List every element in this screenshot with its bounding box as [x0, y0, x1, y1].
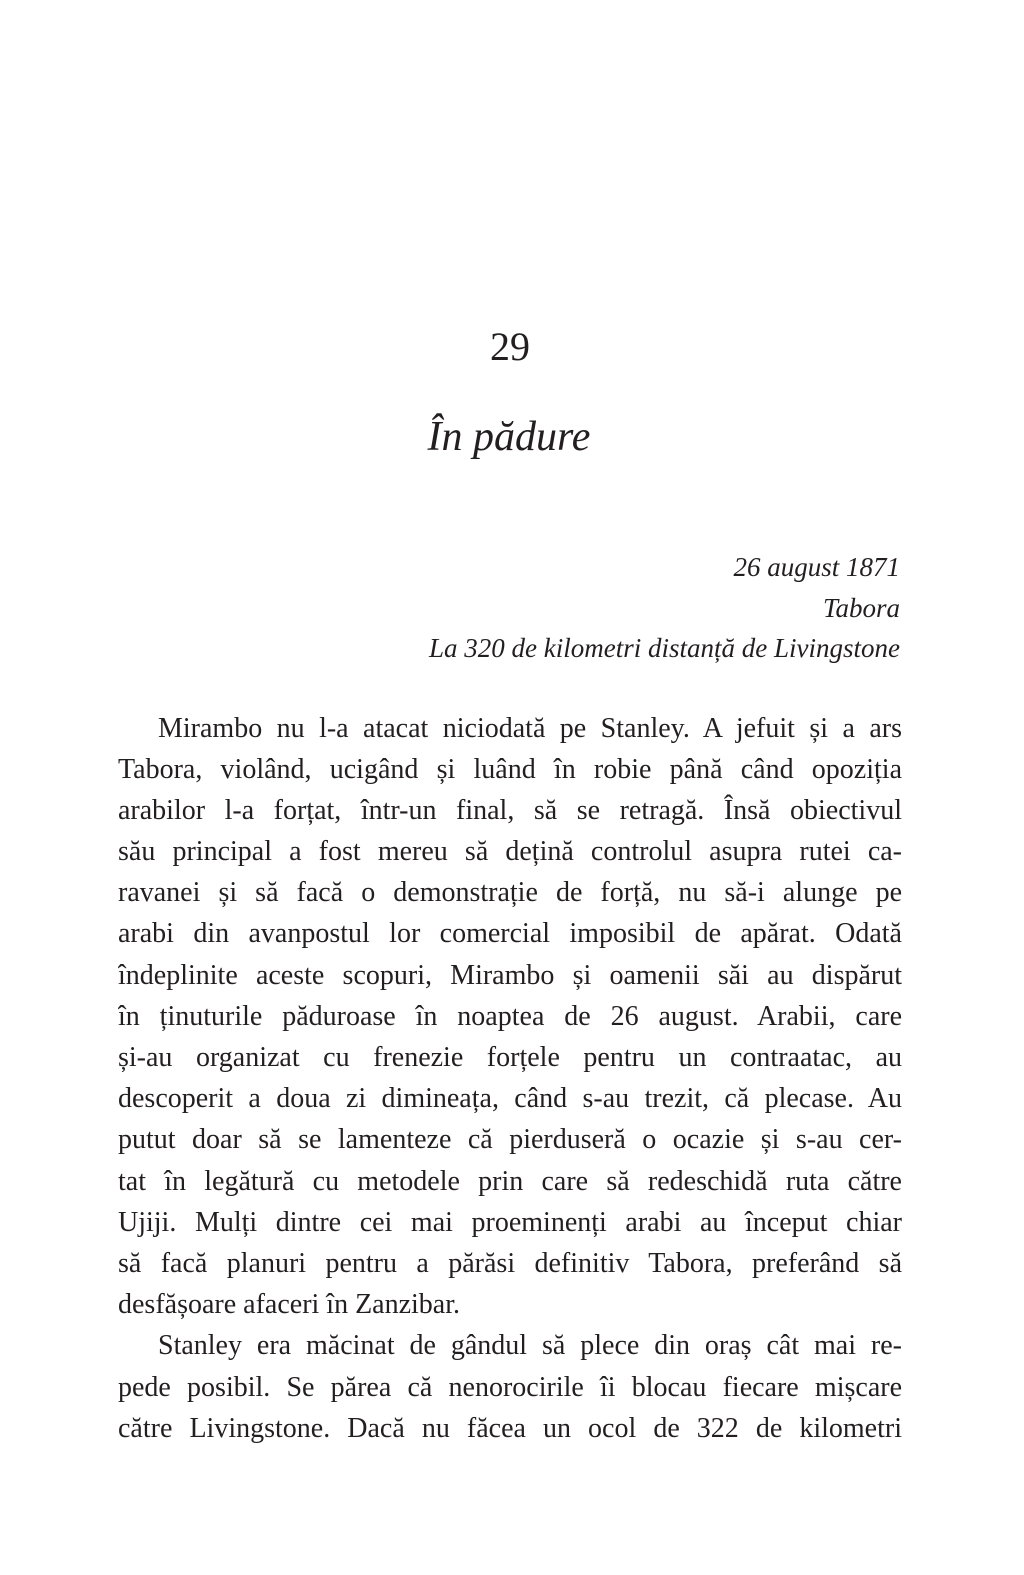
dateline: [200, 547, 900, 669]
body-line: arabi din avanpostul lor comercial imposibil de apărat. Odată: [118, 918, 902, 950]
body-line: putut doar să se lamenteze că pierduseră o ocazie și s-au cer-: [118, 1124, 902, 1156]
body-line: pede posibil. Se părea că nenorocirile îi blocau fiecare mișcare: [118, 1371, 902, 1403]
body-line: în ținuturile păduroase în noaptea de 26 august. Arabii, care: [118, 1000, 902, 1032]
paragraph: [118, 708, 902, 1326]
body-line: desfășoare afaceri în Zanzibar.: [118, 1289, 461, 1321]
body-line: arabilor l-a forțat, într-un final, să se retragă. Însă obiectivul: [118, 794, 902, 826]
body-line: tat în legătură cu metodele prin care să redeschidă ruta către: [118, 1165, 902, 1197]
body-line: Ujiji. Mulți dintre cei mai proeminenți arabi au început chiar: [118, 1206, 902, 1238]
dateline-place: Tabora: [822, 592, 900, 623]
body-line: său principal a fost mereu să dețină controlul asupra rutei ca-: [118, 836, 902, 868]
body-line: Mirambo nu l-a atacat niciodată pe Stanley. A jefuit și a ars: [158, 712, 902, 744]
body-line: Stanley era măcinat de gândul să plece din oraș cât mai re-: [158, 1330, 902, 1362]
paragraph: [118, 1325, 902, 1449]
chapter-number: 29: [490, 324, 530, 369]
body-text: [118, 708, 902, 1449]
chapter-title: În pădure: [427, 414, 591, 460]
body-line: să facă planuri pentru a părăsi definitiv Tabora, preferând să: [118, 1247, 902, 1279]
dateline-date: 26 august 1871: [733, 552, 900, 582]
body-line: și-au organizat cu frenezie forțele pentru un contraatac, au: [118, 1042, 902, 1073]
body-line: Tabora, violând, ucigând și luând în robie până când opoziția: [118, 753, 902, 785]
body-line: ravanei și să facă o demonstrație de forță, nu să-i alunge pe: [118, 877, 902, 909]
body-line: descoperit a doua zi dimineața, când s-au trezit, că plecase. Au: [118, 1083, 902, 1115]
dateline-distance: La 320 de kilometri distanță de Livingstone: [429, 633, 900, 663]
body-line: către Livingstone. Dacă nu făcea un ocol de 322 de kilometri: [118, 1412, 902, 1444]
body-line: îndeplinite aceste scopuri, Mirambo și oamenii săi au dispărut: [118, 959, 902, 991]
